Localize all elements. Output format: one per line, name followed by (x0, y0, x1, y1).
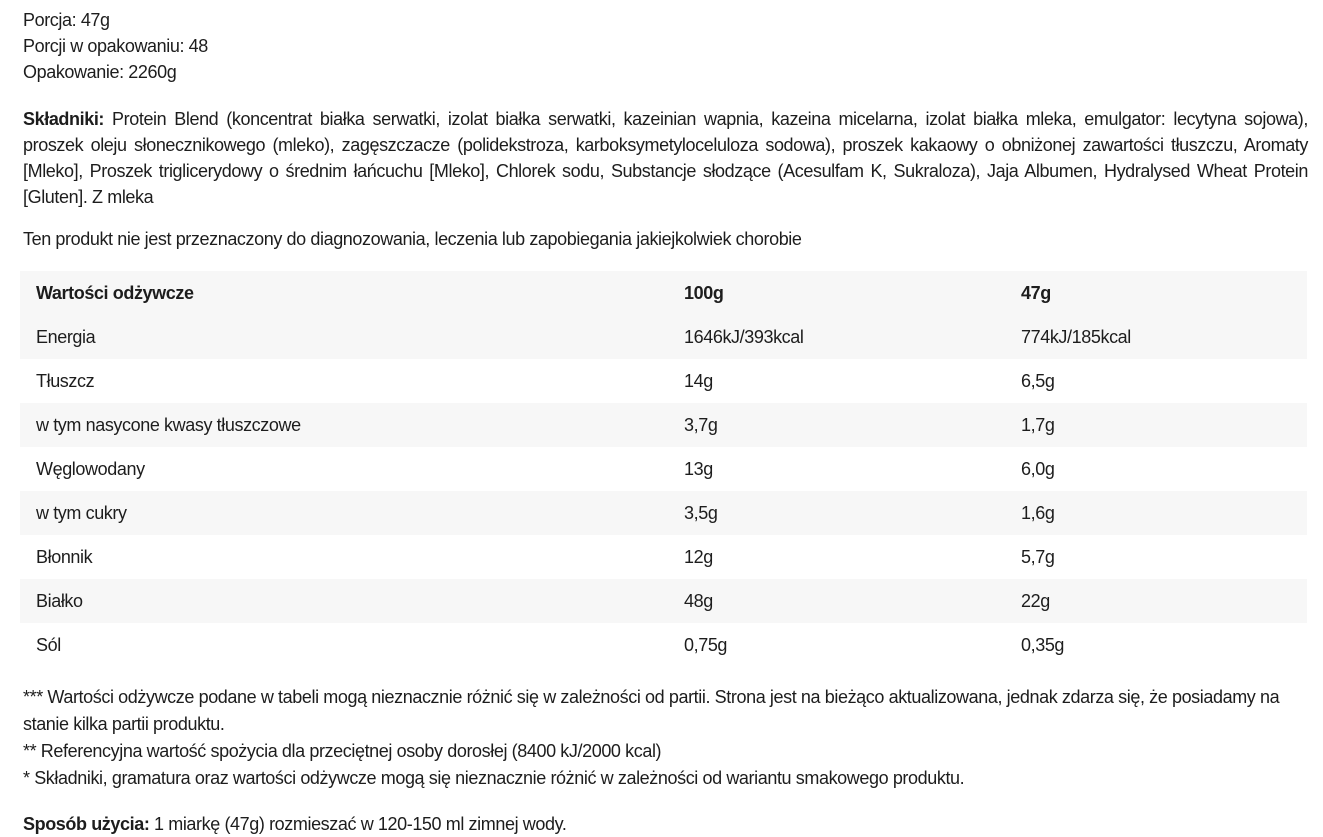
nutrient-name: Węglowodany (36, 458, 145, 479)
usage-label: Sposób użycia: (23, 814, 150, 834)
value-per-serving: 0,35g (1021, 634, 1065, 655)
nutrient-name: Błonnik (36, 546, 93, 567)
pack-size-line: Opakowanie: 2260g (23, 62, 177, 82)
column-header-per-100g: 100g (684, 282, 724, 303)
value-per-serving: 6,0g (1021, 458, 1055, 479)
disclaimer-text: Ten produkt nie jest przeznaczony do diagnozowania, leczenia lub zapobiegania jakiejkolwiek chorobie (23, 229, 802, 249)
value-per-100g: 3,5g (684, 502, 718, 523)
footnote-flavour-variation: * Składniki, gramatura oraz wartości odżywcze mogą się nieznacznie różnić w zależności od wariantu smakowego produktu. (23, 768, 965, 788)
value-per-100g: 1646kJ/393kcal (684, 326, 804, 347)
nutrient-name: w tym cukry (36, 502, 127, 523)
usage-text: 1 miarkę (47g) rozmieszać w 120-150 ml zimnej wody. (154, 814, 567, 834)
nutrient-name: Tłuszcz (36, 370, 95, 391)
nutrient-name: Energia (36, 326, 96, 347)
value-per-serving: 1,6g (1021, 502, 1055, 523)
column-header-nutrients: Wartości odżywcze (36, 282, 194, 303)
value-per-serving: 774kJ/185kcal (1021, 326, 1131, 347)
footnotes-block (23, 684, 1308, 792)
value-per-100g: 0,75g (684, 634, 728, 655)
table-row (20, 579, 1307, 623)
table-row (20, 315, 1307, 359)
ingredients-paragraph (23, 106, 1308, 210)
table-row (20, 359, 1307, 403)
nutrition-table-body (20, 315, 1307, 667)
value-per-100g: 12g (684, 546, 713, 567)
value-per-serving: 22g (1021, 590, 1050, 611)
value-per-serving: 1,7g (1021, 414, 1055, 435)
column-header-per-serving: 47g (1021, 282, 1051, 303)
nutrition-table (20, 271, 1307, 667)
footnote-reference-intake: ** Referencyjna wartość spożycia dla przeciętnej osoby dorosłej (8400 kJ/2000 kcal) (23, 741, 662, 761)
table-row (20, 447, 1307, 491)
table-row (20, 623, 1307, 667)
servings-per-pack-line: Porcji w opakowaniu: 48 (23, 36, 208, 56)
nutrition-table-header-row (20, 271, 1307, 315)
ingredients-label: Składniki: (23, 109, 105, 129)
nutrient-name: Białko (36, 590, 83, 611)
value-per-serving: 5,7g (1021, 546, 1055, 567)
nutrient-name: Sól (36, 634, 61, 655)
table-row (20, 535, 1307, 579)
value-per-100g: 48g (684, 590, 713, 611)
nutrient-name: w tym nasycone kwasy tłuszczowe (36, 414, 301, 435)
value-per-100g: 3,7g (684, 414, 718, 435)
table-row (20, 491, 1307, 535)
value-per-serving: 6,5g (1021, 370, 1055, 391)
value-per-100g: 14g (684, 370, 713, 391)
serving-size-line: Porcja: 47g (23, 10, 110, 30)
usage-paragraph (23, 811, 1308, 837)
ingredients-text: Protein Blend (koncentrat białka serwatki, izolat białka serwatki, kazeinian wapnia, kazeina micelarna, izolat białka mleka, emulgator: lecytyna sojowa), proszek oleju słonecznikowego (mleko), zagęszczacze (polidekstroza, karboksymetyloceluloza sodowa), proszek kakaowy o obniżonej zawartości tłuszczu, Aromaty [Mleko], Proszek triglicerydowy o średnim łańcuchu [Mleko], Chlorek sodu, Substancje słodzące (Acesulfam K, Sukraloza), Jaja Albumen, Hydralysed Wheat Protein [Gluten]. Z mleka (23, 109, 1308, 207)
value-per-100g: 13g (684, 458, 713, 479)
table-row (20, 403, 1307, 447)
footnote-batch-variation: *** Wartości odżywcze podane w tabeli mogą nieznacznie różnić się w zależności od partii. Strona jest na bieżąco aktualizowana, jednak zdarza się, że posiadamy na stanie kilka partii produktu. (23, 687, 1280, 734)
